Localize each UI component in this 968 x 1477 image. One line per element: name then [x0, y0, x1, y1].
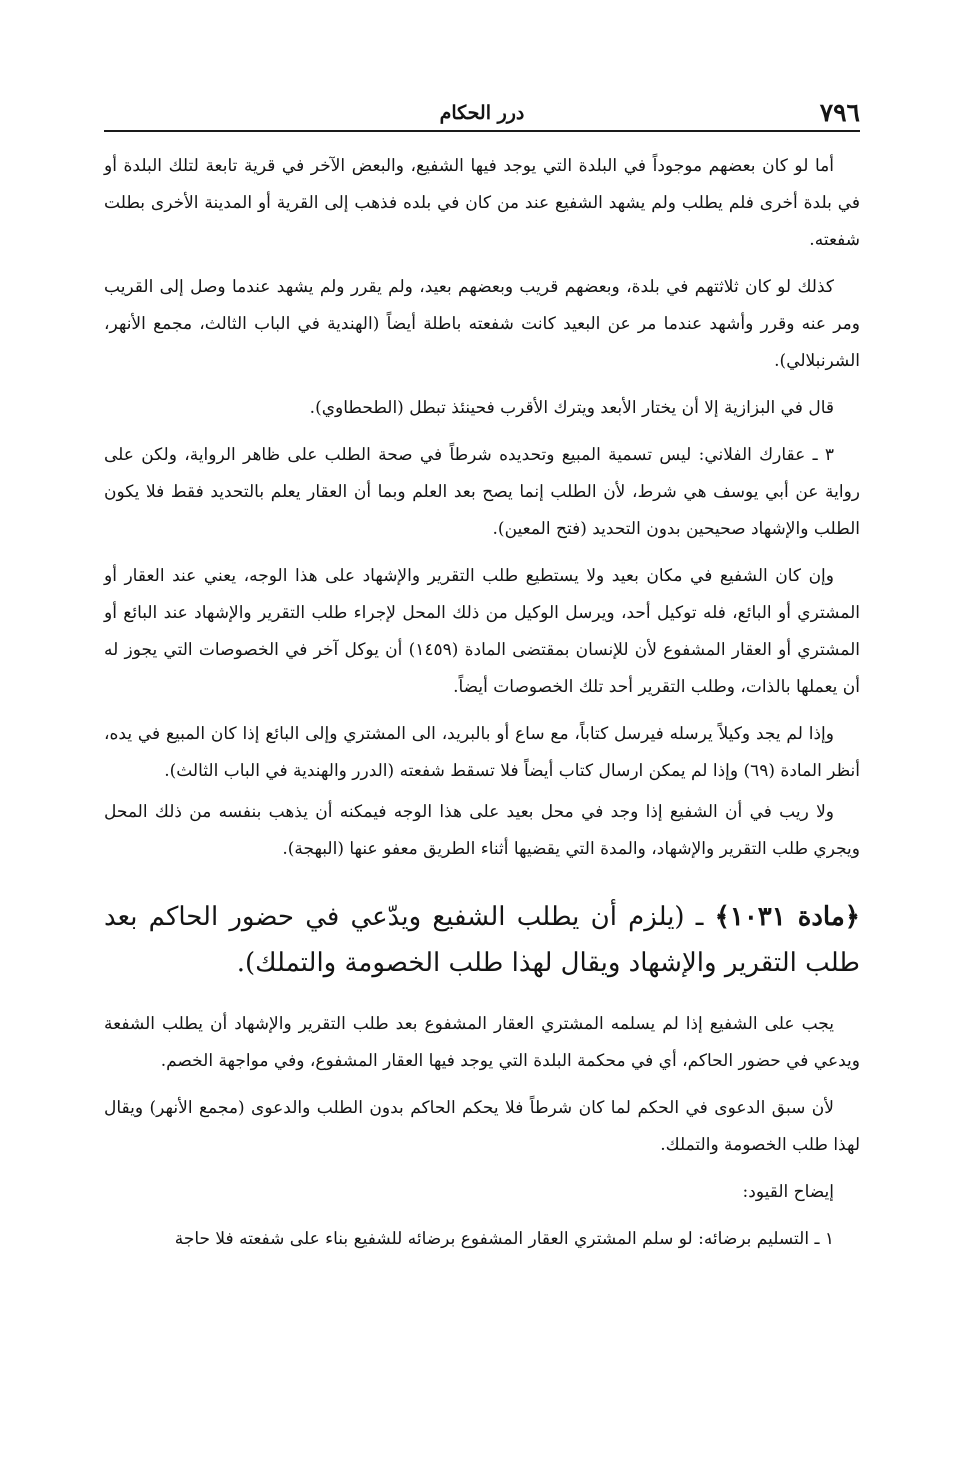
running-title: درر الحكام: [439, 102, 525, 124]
paragraph: أما لو كان بعضهم موجوداً في البلدة التي يوجد فيها الشفيع، والبعض الآخر في قرية تابعة لتلك البلدة أو في بلدة أخرى فلم يطلب ولم يشهد الشفيع عند من كان في بلده فذهب إلى القرية أو المدينة الأخرى بطلت شفعته.: [104, 156, 860, 250]
page-header: [104, 98, 860, 134]
article-number: ﴿مادة ١٠٣١﴾: [714, 902, 860, 932]
paragraph: وإن كان الشفيع في مكان بعيد ولا يستطيع طلب التقرير والإشهاد على هذا الوجه، يعني عند العقار أو المشتري أو البائع، فله توكيل أحد، ويرسل الوكيل من ذلك المحل لإجراء طلب التقرير والإشهاد عند البائع أو المشتري أو العقار المشفوع لأن للإنسان بمقتضى المادة (١٤٥٩) أن يوكل آخر في الخصوصات التي يجوز له أن يعملها بالذات، وطلب التقرير أحد تلك الخصوصات أيضاً.: [104, 566, 860, 697]
paragraph: لأن سبق الدعوى في الحكم لما كان شرطاً فلا يحكم الحاكم بدون الطلب والدعوى (مجمع الأنهر) ويقال لهذا طلب الخصومة والتملك.: [104, 1098, 860, 1155]
page-number: ٧٩٦: [819, 98, 860, 127]
article-heading: [104, 894, 860, 986]
paragraph: يجب على الشفيع إذا لم يسلمه المشتري العقار المشفوع بعد طلب التقرير والإشهاد أن يطلب الشفعة ويدعي في حضور الحاكم، أي في محكمة البلدة التي يوجد فيها العقار المشفوع، وفي مواجهة الخصم.: [104, 1014, 860, 1071]
paragraph: ولا ريب في أن الشفيع إذا وجد في محل بعيد على هذا الوجه فيمكنه أن يذهب بنفسه من ذلك المحل ويجري طلب التقرير والإشهاد، والمدة التي يقضيها أثناء الطريق معفو عنها (البهجة).: [104, 802, 860, 859]
body-text: [104, 148, 860, 1268]
paragraph: ٣ ـ عقارك الفلاني: ليس تسمية المبيع وتحديده شرطاً في صحة الطلب على ظاهر الرواية، ولكن على رواية عن أبي يوسف هي شرط، لأن الطلب إنما يصح بعد العلم وبما أن العقار يعلم بالتحديد فقط فلا يكون الطلب والإشهاد صحيحين بدون التحديد (فتح المعين).: [104, 445, 860, 539]
section-label: إيضاح القيود:: [742, 1182, 834, 1202]
paragraph: وإذا لم يجد وكيلاً يرسله فيرسل كتاباً، مع ساع أو بالبريد، الى المشتري وإلى البائع إذا كان المبيع في يده، أنظر المادة (٦٩) وإذا لم يمكن ارسال كتاب أيضاً فلا تسقط شفعته (الدرر والهندية في الباب الثالث).: [104, 724, 860, 781]
article-text: ـ (يلزم أن يطلب الشفيع ويدّعي في حضور الحاكم بعد طلب التقرير والإشهاد ويقال لهذا طلب الخصومة والتملك).: [104, 902, 860, 978]
paragraph: كذلك لو كان ثلاثتهم في بلدة، وبعضهم قريب وبعضهم بعيد، ولم يقرر ولم يشهد عندما وصل إلى القريب ومر عنه وقرر وأشهد عندما مر عن البعيد كانت شفعته باطلة أيضاً (الهندية في الباب الثالث، مجمع الأنهر، الشرنبلالي).: [104, 277, 860, 371]
header-rule: [104, 130, 860, 132]
paragraph: قال في البزازية إلا أن يختار الأبعد ويترك الأقرب فحينئذ تبطل (الطحطاوي).: [309, 398, 834, 418]
paragraph: ١ ـ التسليم برضائه: لو سلم المشتري العقار المشفوع برضائه للشفيع بناء على شفعته فلا حاجة: [174, 1229, 834, 1249]
